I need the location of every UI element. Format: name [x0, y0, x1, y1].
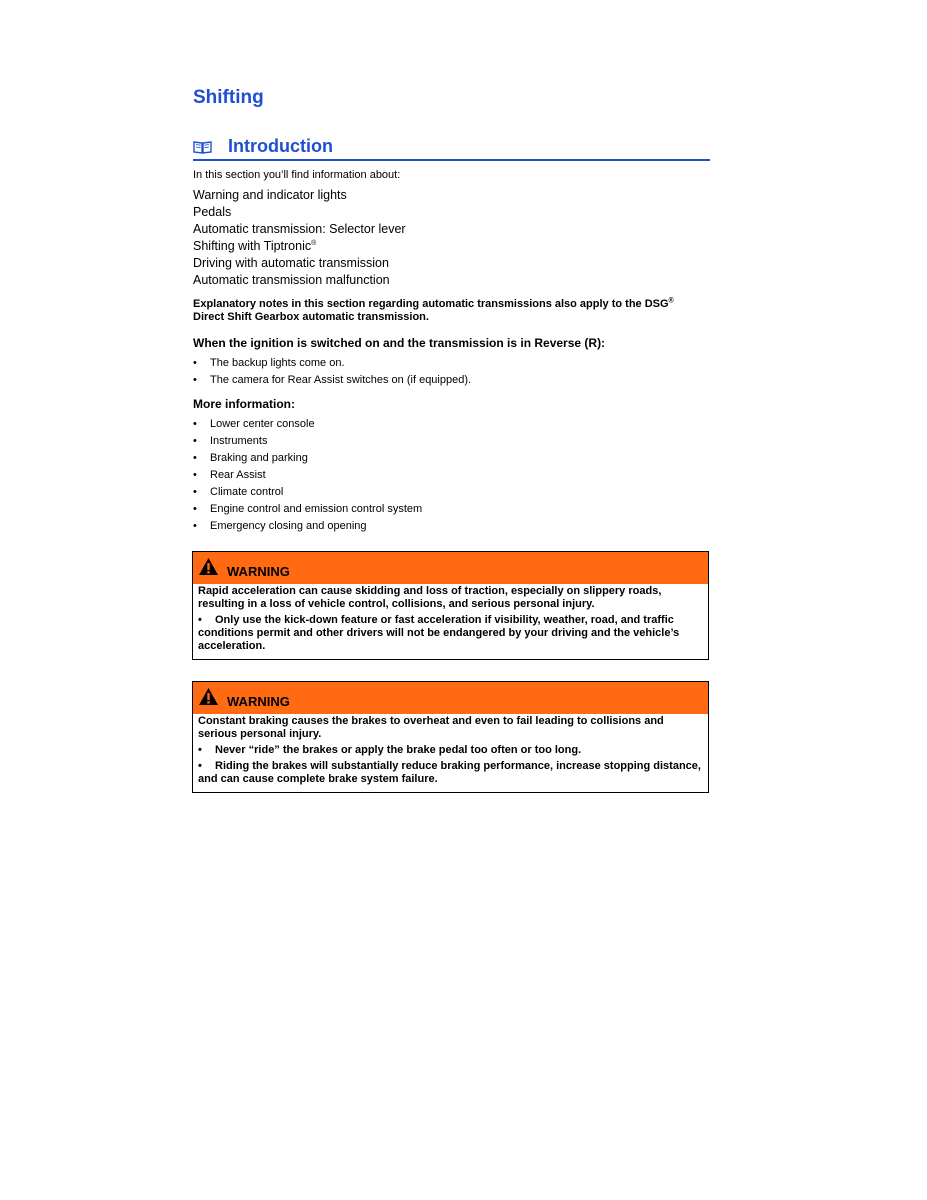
- explanatory-note: Explanatory notes in this section regarding automatic transmissions also apply to the DSG® Direct Shift Gearbox automatic transmission.: [193, 297, 674, 323]
- section-title: Introduction: [228, 136, 333, 156]
- warning-label: WARNING: [227, 564, 290, 579]
- warning-label: WARNING: [227, 694, 290, 709]
- warning-header: [193, 682, 708, 714]
- more-info-link[interactable]: • Engine control and emission control system: [193, 503, 423, 515]
- book-icon: [193, 140, 212, 154]
- reverse-list: [193, 355, 471, 389]
- warning-box: [192, 681, 709, 793]
- topic-link[interactable]: Automatic transmission malfunction: [193, 273, 390, 287]
- more-info-link[interactable]: • Climate control: [193, 486, 284, 498]
- more-info-link[interactable]: • Rear Assist: [193, 469, 266, 481]
- warning-body: [193, 714, 708, 792]
- more-info-link[interactable]: • Instruments: [193, 435, 268, 447]
- list-item: • The backup lights come on.: [193, 357, 345, 369]
- more-info-heading: More information:: [193, 397, 295, 411]
- warning-header: [193, 552, 708, 584]
- section-header: [193, 136, 710, 161]
- warning-triangle-icon: [198, 557, 219, 576]
- section-lead: In this section you’ll find information about:: [193, 169, 401, 181]
- warning-body: [193, 584, 708, 659]
- list-item: • The camera for Rear Assist switches on (if equipped).: [193, 374, 472, 386]
- warning-triangle-icon: [198, 687, 219, 706]
- more-info-link[interactable]: • Lower center console: [193, 418, 315, 430]
- topic-link[interactable]: Driving with automatic transmission: [193, 256, 389, 270]
- topic-link[interactable]: Pedals: [193, 205, 232, 219]
- topic-link[interactable]: Automatic transmission: Selector lever: [193, 222, 406, 236]
- warning-intro: Rapid acceleration can cause skidding and loss of traction, especially on slippery roads, resulting in a loss of vehicle control, collisions, and serious personal injury.: [198, 585, 662, 610]
- warning-point: • Only use the kick-down feature or fast acceleration if visibility, weather, road, and traffic conditions permit and other drivers will not be endangered by your driving and the vehicle’s acceleration.: [198, 614, 680, 652]
- more-info-link[interactable]: • Braking and parking: [193, 452, 308, 464]
- warning-intro: Constant braking causes the brakes to overheat and even to fail leading to collisions and serious personal injury.: [198, 715, 664, 740]
- warning-box: [192, 551, 709, 660]
- topic-link[interactable]: Warning and indicator lights: [193, 188, 347, 202]
- warning-point: • Riding the brakes will substantially reduce braking performance, increase stopping distance, and can cause complete brake system failure.: [198, 760, 701, 785]
- page-title: Shifting: [193, 87, 264, 108]
- topic-list: [193, 187, 406, 289]
- more-info-link[interactable]: • Emergency closing and opening: [193, 520, 367, 532]
- more-info-list: [193, 416, 422, 535]
- topic-link[interactable]: Shifting with Tiptronic®: [193, 239, 317, 253]
- warning-point: • Never “ride” the brakes or apply the brake pedal too often or too long.: [198, 744, 582, 756]
- reverse-heading: When the ignition is switched on and the transmission is in Reverse (R):: [193, 336, 606, 350]
